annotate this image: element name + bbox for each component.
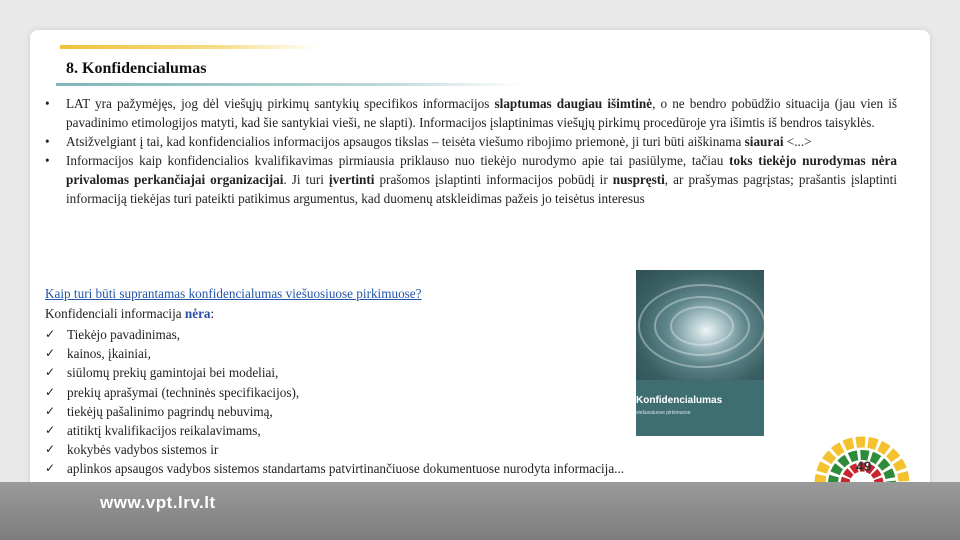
bullet-text: prašomos įslaptinti informacijos pobūdį ir (374, 172, 613, 188)
footer-url[interactable]: www.vpt.lrv.lt (100, 493, 216, 512)
check-item-text: tiekėjų pašalinimo pagrindų nebuvimą, (67, 403, 273, 419)
check-item (45, 383, 624, 402)
check-item-text: atitiktį kvalifikacijos reikalavimams, (67, 423, 261, 439)
bullet-icon: • (45, 96, 50, 111)
bullet-text: <...> (783, 134, 812, 150)
bullet-emphasis: toks tiekėjo nurodymas nėra privalomas perkančiajai organizacijai (66, 153, 898, 188)
check-item-text: Tiekėjo pavadinimas, (67, 327, 181, 342)
bullet-item (45, 151, 897, 208)
check-item (45, 421, 624, 440)
bullet-list (45, 94, 897, 209)
check-list (45, 325, 624, 479)
confidential-intro-text: Konfidenciali informacija (45, 306, 185, 321)
check-item-text: prekių aprašymai (techninės specifikacijos), (67, 384, 300, 400)
bullet-text: Atsižvelgiant į tai, kad konfidencialios informacijos apsaugos tikslas – teisėta viešumo ribojimo priemonė, ji turi būti aiškinama (66, 134, 745, 150)
check-icon: ✓ (45, 346, 56, 361)
bullet-emphasis: nuspręsti (612, 172, 665, 188)
check-item (45, 440, 624, 459)
bullet-item (45, 132, 897, 151)
slide-card (30, 30, 930, 510)
bullet-emphasis: siaurai (744, 134, 784, 150)
check-item (45, 363, 624, 382)
check-item-text: kainos, įkainiai, (67, 346, 151, 362)
bullet-emphasis: slaptumas daugiau išimtinė (494, 96, 653, 111)
check-item (45, 344, 624, 363)
check-icon: ✓ (45, 384, 56, 399)
page-number: 49 (856, 458, 872, 474)
check-item (45, 325, 624, 344)
check-item (45, 402, 624, 421)
water-drop-image (636, 270, 764, 380)
check-icon: ✓ (45, 327, 56, 341)
check-item-text: siūlomų prekių gamintojai bei modeliai, (67, 365, 279, 381)
check-item (45, 459, 624, 478)
check-icon: ✓ (45, 461, 56, 476)
check-icon: ✓ (45, 365, 56, 380)
check-icon: ✓ (45, 423, 56, 438)
check-item-text: kokybės vadybos sistemos ir (67, 442, 219, 458)
confidential-intro (45, 306, 214, 322)
bullet-text: . Ji turi (283, 172, 329, 188)
bullet-emphasis: įvertinti (328, 172, 375, 188)
slide-title: 8. Konfidencialumas (66, 60, 207, 77)
check-icon: ✓ (45, 442, 56, 457)
konfidencialumas-link[interactable]: Kaip turi būti suprantamas konfidencialumas viešuosiuose pirkimuose? (45, 286, 422, 301)
book-cover-image (636, 270, 764, 436)
confidential-colon: : (210, 306, 215, 321)
bullet-icon: • (45, 153, 50, 169)
bullet-text: , ar prašymas pagrįstas; prašantis įslaptinti informaciją tiekėjas turi pateikti patikimus argumentus, kad duomenų atskleidimas pažeis jo teisėtus interesus (66, 172, 897, 207)
bullet-text: LAT yra pažymėjęs, jog dėl viešųjų pirkimų santykių specifikos informacijos (66, 96, 495, 111)
book-title: Konfidencialumas (636, 395, 723, 406)
bullet-item (45, 94, 897, 132)
check-item-text: aplinkos apsaugos vadybos sistemos standartams patvirtinančiuose dokumentuose nurodyta informacija... (67, 461, 625, 477)
lithuanian-flag-arc-logo (806, 426, 916, 486)
bullet-text: , o ne bendro pobūdžio situacija (jau vien iš pavadinimo etimologijos matyti, kad šie santykiai vieši, ne slapti). Informacijos įslaptinimas viešųjų pirkimų procedūroje yra išimtis iš bendros taisyklės. (66, 96, 897, 131)
confidential-not-word: nėra (184, 306, 211, 321)
check-icon: ✓ (45, 403, 56, 418)
title-underline (56, 83, 524, 86)
bullet-icon: • (45, 134, 50, 150)
book-cover-band (636, 380, 764, 436)
title-accent-bar (60, 45, 320, 49)
bullet-text: Informacijos kaip konfidencialios kvalifikavimas pirmiausia priklauso nuo tiekėjo nurodymo apie tai pasiūlyme, tačiau (66, 153, 730, 169)
book-subtitle: viešuosiuose pirkimuose (636, 410, 691, 416)
